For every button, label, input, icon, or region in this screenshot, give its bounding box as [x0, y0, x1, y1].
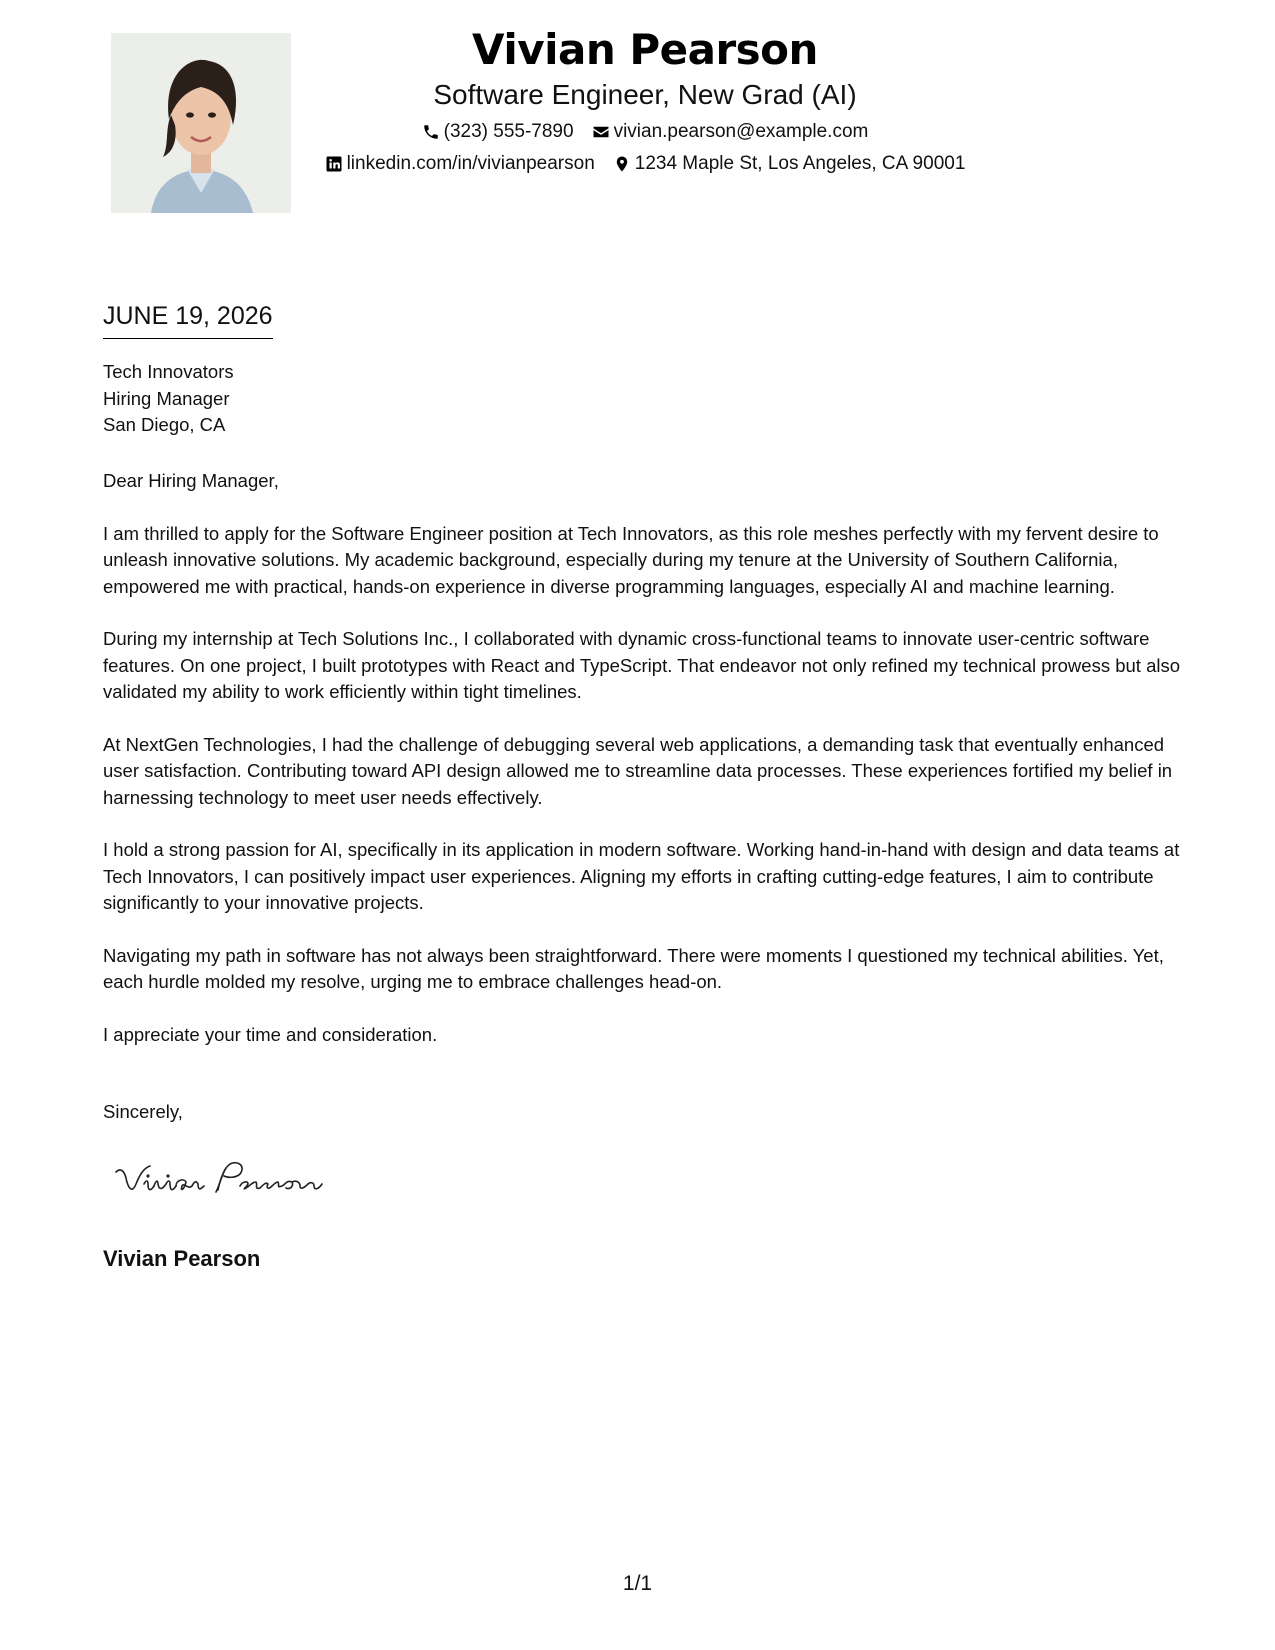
- recipient-location: San Diego, CA: [103, 414, 226, 435]
- applicant-name: Vivian Pearson: [472, 25, 818, 74]
- body-paragraph: Navigating my path in software has not always been straightforward. There were moments I questioned my technical abilities. Yet, each hurdle molded my resolve, urging me to embrace challenges head-on.: [103, 944, 1164, 992]
- linkedin-url: linkedin.com/in/vivianpearson: [346, 153, 595, 174]
- email-contact[interactable]: [592, 120, 869, 144]
- letter-body: [103, 468, 1183, 1074]
- contact-row-primary: [300, 120, 990, 144]
- signer-name: Vivian Pearson: [103, 1246, 261, 1271]
- recipient-role: Hiring Manager: [103, 387, 230, 409]
- contact-row-secondary: [300, 152, 990, 176]
- portrait-photo-icon: [111, 33, 291, 213]
- location-pin-icon: [613, 155, 631, 173]
- phone-icon: [422, 123, 440, 141]
- letter-header: [300, 22, 990, 176]
- linkedin-contact[interactable]: [325, 152, 595, 176]
- street-address: 1234 Maple St, Los Angeles, CA 90001: [634, 153, 966, 174]
- letter-date: JUNE 19, 2026: [103, 300, 273, 339]
- closing-text: Sincerely,: [103, 1101, 183, 1122]
- body-paragraph: I appreciate your time and consideration.: [103, 1023, 438, 1045]
- body-paragraph: During my internship at Tech Solutions Inc., I collaborated with dynamic cross-functional teams to innovate user-centric software features. On one project, I built prototypes with React and TypeScript. That endeavor not only refined my technical prowess but also validated my ability to work efficiently within tight timelines.: [103, 628, 1181, 702]
- signature-image: [110, 1150, 360, 1210]
- applicant-title: Software Engineer, New Grad (AI): [433, 79, 857, 110]
- linkedin-icon: [325, 155, 343, 173]
- profile-photo: [111, 33, 291, 213]
- salutation: Dear Hiring Manager,: [103, 470, 279, 491]
- handwritten-signature: [110, 1150, 360, 1210]
- body-paragraph: I hold a strong passion for AI, specifically in its application in modern software. Working hand-in-hand with design and data teams at Tech Innovators, I can positively impact user experiences. Aligning my efforts in crafting cutting-edge features, I aim to contribute significantly to your innovative projects.: [103, 839, 1180, 913]
- letter-date-block: [103, 300, 273, 339]
- address-contact: [613, 152, 966, 176]
- recipient-block: [103, 359, 234, 439]
- email-address: vivian.pearson@example.com: [613, 121, 869, 142]
- envelope-icon: [592, 123, 610, 141]
- phone-number: (323) 555-7890: [443, 121, 574, 142]
- page-number: 1/1: [622, 1572, 653, 1595]
- recipient-company: Tech Innovators: [103, 361, 234, 382]
- body-paragraph: At NextGen Technologies, I had the challenge of debugging several web applications, a demanding task that eventually enhanced user satisfaction. Contributing toward API design allowed me to streamline data processes. These experiences fortified my belief in harnessing technology to meet user needs effectively.: [103, 733, 1173, 808]
- body-paragraph: I am thrilled to apply for the Software Engineer position at Tech Innovators, as this role meshes perfectly with my fervent desire to unleash innovative solutions. My academic background, especially during my tenure at the University of Southern California, empowered me with practical, hands-on experience in diverse programming languages, especially AI and machine learning.: [103, 522, 1159, 597]
- phone-contact[interactable]: [422, 120, 574, 144]
